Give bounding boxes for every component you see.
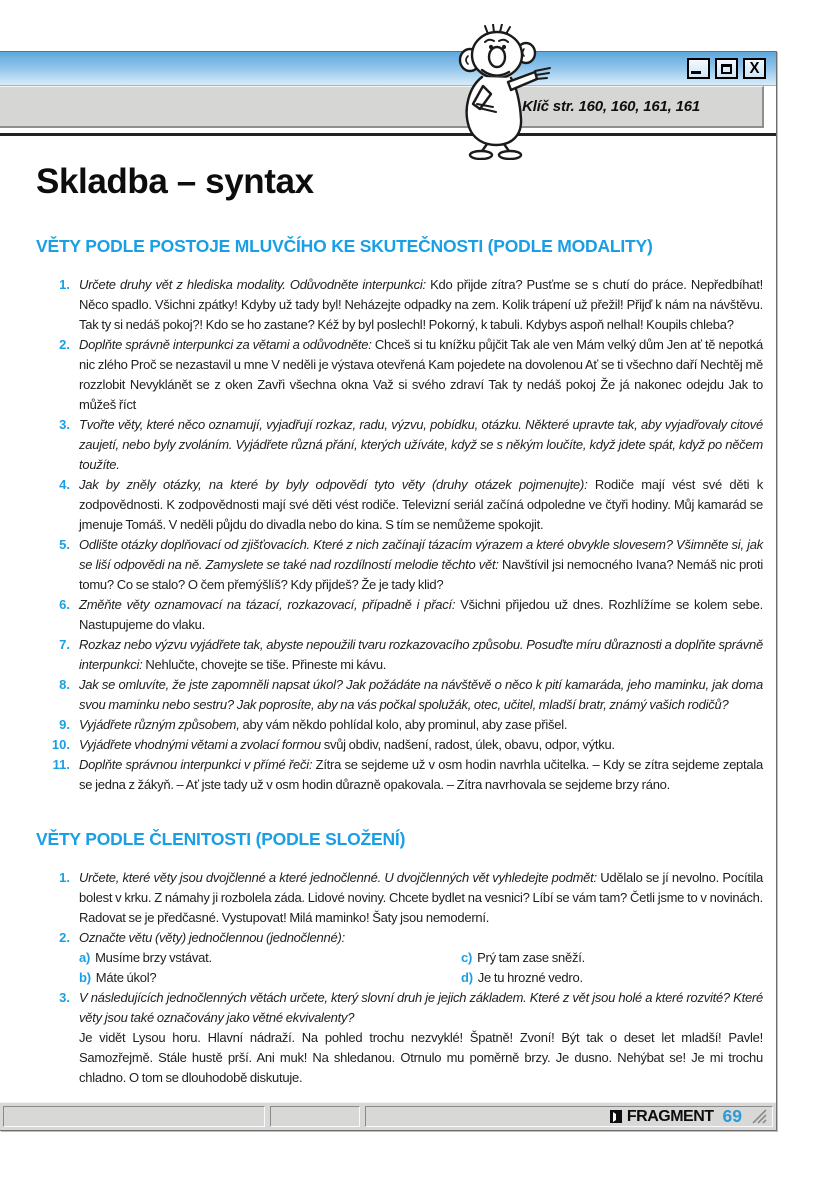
instruction-text: Vyjádřete různým způsobem, bbox=[79, 717, 240, 732]
page-number: 69 bbox=[722, 1106, 742, 1126]
maximize-button[interactable] bbox=[715, 58, 738, 79]
instruction-text: Určete, které věty jsou dvojčlenné a které jednočlenné. U dvojčlenných vět vyhledejte podmět: bbox=[79, 870, 597, 885]
exercise-item bbox=[36, 335, 763, 415]
close-button[interactable] bbox=[743, 58, 766, 79]
exercise-number: 11. bbox=[52, 757, 70, 772]
option-item bbox=[461, 948, 763, 968]
exercise-text bbox=[79, 755, 763, 795]
exercise-text bbox=[79, 275, 763, 335]
exercise-number: 2. bbox=[59, 930, 70, 945]
sentence-text: Zítra se sejdeme už v osm hodin navrhla učitelka. – Kdy se zítra sejdeme zeptala se jedna z žákyň. – Ať jste tady už v osm hodin důrazně opakovala. – Zítra navrhovala se sejdeme brzy ráno. bbox=[79, 757, 763, 792]
sentence-text: Je vidět Lysou horu. Hlavní nádraží. Na pohled trochu nezvyklé! Špatně! Zvoní! Být tak o deset let mladší! Pavle! Samozřejmě. Stále hustě prší. Ani muk! Na shledanou. Otrnulo mu poměrně brzy. Je dusno. Nehýbat se! Je mi trochu chladno. O tom se dlouhodobě diskutuje. bbox=[79, 1030, 763, 1085]
exercise-number: 1. bbox=[59, 870, 70, 885]
sections bbox=[36, 236, 763, 1088]
exercise-item bbox=[36, 735, 763, 755]
exercise-item bbox=[36, 928, 763, 988]
info-bar bbox=[0, 86, 764, 128]
minimize-button[interactable] bbox=[687, 58, 710, 79]
exercise-item bbox=[36, 535, 763, 595]
publisher-logo bbox=[609, 1108, 714, 1126]
publisher-name: FRAGMENT bbox=[626, 1107, 714, 1125]
exercise-number: 5. bbox=[59, 537, 70, 552]
option-text: Prý tam zase sněží. bbox=[477, 950, 585, 965]
exercise-text bbox=[79, 415, 763, 475]
exercise-list bbox=[36, 868, 763, 1088]
exercise-item bbox=[36, 675, 763, 715]
exercise-text bbox=[79, 735, 763, 755]
exercise-number: 10. bbox=[51, 737, 70, 752]
exercise-number: 2. bbox=[59, 337, 70, 352]
answer-key-reference: Klíč str. 160, 160, 161, 161 bbox=[522, 98, 700, 115]
book-page-window bbox=[0, 51, 777, 1131]
status-pane-2 bbox=[270, 1106, 360, 1127]
status-pane-1 bbox=[3, 1106, 265, 1127]
exercise-item bbox=[36, 595, 763, 635]
instruction-text: Odlište otázky doplňovací od zjišťovacích. Které z nich začínají tázacím výrazem a které obvykle slovesem? Všimněte si, jak se liší odpovědi na ně. Zamyslete se také nad rozdílností melodie těchto vět: bbox=[79, 537, 763, 572]
option-item bbox=[461, 968, 763, 988]
instruction-text: Změňte věty oznamovací na tázací, rozkazovací, případně i přací: bbox=[79, 597, 456, 612]
section-heading: VĚTY PODLE ČLENITOSTI (PODLE SLOŽENÍ) bbox=[36, 829, 406, 849]
exercise-item bbox=[36, 715, 763, 735]
sentence-text: Chceš si tu knížku půjčit Tak ale ven Mám velký dům Jen ať tě nepotká nic zlého Proč se nezastavil u mne V neděli je výstava otevřená Kam pojedete na dovolenou Ať se ti všechno daří Nechtěj mě rozzlobit Nevyklánět se z oken Zavři všechna okna Važ si svého zdraví Tak ty nedáš pokoj Že já nakonec odejdu Jak to můžeš říct bbox=[79, 337, 763, 412]
options-grid bbox=[79, 948, 763, 988]
instruction-text: Doplňte správnou interpunkci v přímé řeči: bbox=[79, 757, 313, 772]
exercise-text bbox=[79, 635, 763, 675]
close-icon: X bbox=[749, 59, 760, 78]
exercise-text bbox=[79, 868, 763, 928]
sentence-text: Kdo přijde zítra? Pusťme se s chutí do práce. Nepředbíhat! Něco spadlo. Všichni zpátky! Kdyby už tady byl! Neházejte odpadky na zem. Kolik trápení už přežil! Přijď k nám na návštěvu. Tak ty si nedáš pokoj?! Kdo se ho zastane? Kéž by byl poslechl! Pokorný, k tabuli. Kdybys aspoň nelhal! Koupils chleba? bbox=[79, 277, 763, 332]
instruction-text: Tvořte věty, které něco oznamují, vyjadřují rozkaz, radu, výzvu, pobídku, otázku. Některé upravte tak, aby vyjadřovaly citové zaujetí, nebo byly zvoláním. Vyjádřete různá přání, kterých užíváte, když se s někým loučíte, když jdete spát, když po něčem toužíte. bbox=[79, 417, 763, 472]
exercise-text bbox=[79, 715, 763, 735]
maximize-icon bbox=[721, 64, 732, 74]
option-text: Máte úkol? bbox=[95, 970, 157, 985]
option-text: Musíme brzy vstávat. bbox=[95, 950, 212, 965]
section-heading: VĚTY PODLE POSTOJE MLUVČÍHO KE SKUTEČNOSTI (PODLE MODALITY) bbox=[36, 236, 653, 256]
option-label: d) bbox=[461, 970, 473, 985]
option-item bbox=[79, 948, 461, 968]
sentence-text: Udělalo se jí nevolno. Pocítila bolest v krku. Z námahy ji rozbolela záda. Lidové noviny. Chcete bydlet na vesnici? Líbí se vám tam? Četli jsme to v novinách. Radovat se je předčasné. Vystupovat! Milá maminko! Šaty jsou nemoderní. bbox=[79, 870, 763, 925]
option-text: Je tu hrozné vedro. bbox=[477, 970, 583, 985]
sentence-text: svůj obdiv, nadšení, radost, úlek, obavu, odpor, výtku. bbox=[323, 737, 615, 752]
option-label: c) bbox=[461, 950, 473, 965]
exercise-number: 7. bbox=[59, 637, 70, 652]
resize-grip-icon[interactable] bbox=[751, 1109, 768, 1124]
exercise-item bbox=[36, 988, 763, 1088]
instruction-text: Rozkaz nebo výzvu vyjádřete tak, abyste nepoužili tvaru rozkazovacího způsobu. Posuďte míru důraznosti a doplňte správně interpunkci: bbox=[79, 637, 763, 672]
instruction-text: Jak by zněly otázky, na které by byly odpovědí tyto věty (druhy otázek pojmenujte): bbox=[79, 477, 588, 492]
exercise-item bbox=[36, 275, 763, 335]
exercise-text bbox=[79, 988, 763, 1088]
exercise-number: 8. bbox=[59, 677, 70, 692]
exercise-text bbox=[79, 335, 763, 415]
option-label: a) bbox=[79, 950, 91, 965]
window-titlebar bbox=[0, 52, 776, 86]
mascot-cartoon-man bbox=[436, 24, 556, 160]
exercise-text bbox=[79, 475, 763, 535]
status-pane-3 bbox=[365, 1106, 773, 1127]
exercise-text bbox=[79, 535, 763, 595]
exercise-number: 3. bbox=[59, 990, 70, 1005]
sentence-text: aby vám někdo pohlídal kolo, aby prominul, aby zase přišel. bbox=[242, 717, 568, 732]
sentence-text: Všichni přijedou už dnes. Rozhlížíme se kolem sebe. Nastupujeme do vlaku. bbox=[79, 597, 763, 632]
exercise-number: 3. bbox=[59, 417, 70, 432]
page-content bbox=[0, 136, 776, 1102]
exercise-text bbox=[79, 595, 763, 635]
exercise-text bbox=[79, 928, 763, 988]
minimize-icon bbox=[691, 71, 701, 74]
instruction-text: Doplňte správně interpunkci za větami a odůvodněte: bbox=[79, 337, 372, 352]
instruction-text: Vyjádřete vhodnými větami a zvolací formou bbox=[79, 737, 321, 752]
sentence-text: Navštívil jsi nemocného Ivana? Nemáš nic proti tomu? Co se stalo? O čem přemýšlíš? Kdy přijdeš? Že je tady klid? bbox=[79, 557, 763, 592]
sentence-text: Rodiče mají vést své děti k zodpovědnosti. K zodpovědnosti mají své děti vést rodiče. Televizní seriál začíná odpoledne ve čtyři hodiny. Můj kamarád se jmenuje Tomáš. V neděli půjdu do divadla nebo do kina. S tím se nemůžeme spokojit. bbox=[79, 477, 763, 532]
divider bbox=[0, 128, 776, 136]
exercise-item bbox=[36, 755, 763, 795]
book-icon bbox=[609, 1109, 624, 1124]
instruction-text: Určete druhy vět z hlediska modality. Odůvodněte interpunkci: bbox=[79, 277, 426, 292]
exercise-item bbox=[36, 415, 763, 475]
sentence-text: Nehlučte, chovejte se tiše. Přineste mi kávu. bbox=[145, 657, 387, 672]
exercise-number: 1. bbox=[59, 277, 70, 292]
option-label: b) bbox=[79, 970, 91, 985]
exercise-item bbox=[36, 475, 763, 535]
instruction-text: Označte větu (věty) jednočlennou (jednočlenné): bbox=[79, 930, 345, 945]
page-title: Skladba – syntax bbox=[36, 162, 314, 201]
exercise-text bbox=[79, 675, 763, 715]
instruction-text: Jak se omluvíte, že jste zapomněli napsat úkol? Jak požádáte na návštěvě o něco k pití kamaráda, jeho maminku, jak doma svou maminku nebo sestru? Jak poprosíte, aby na vás počkal spolužák, otec, učitel, mladší bratr, známý vašich rodičů? bbox=[79, 677, 763, 712]
instruction-text: V následujících jednočlenných větách určete, který slovní druh je jejich základem. Které z vět jsou holé a které rozvité? Které věty jsou také označovány jako větné ekvivalenty? bbox=[79, 990, 763, 1025]
exercise-item bbox=[36, 868, 763, 928]
status-bar bbox=[0, 1102, 776, 1130]
exercise-list bbox=[36, 275, 763, 795]
option-item bbox=[79, 968, 461, 988]
exercise-item bbox=[36, 635, 763, 675]
exercise-number: 6. bbox=[59, 597, 70, 612]
exercise-number: 4. bbox=[59, 477, 70, 492]
exercise-number: 9. bbox=[59, 717, 70, 732]
